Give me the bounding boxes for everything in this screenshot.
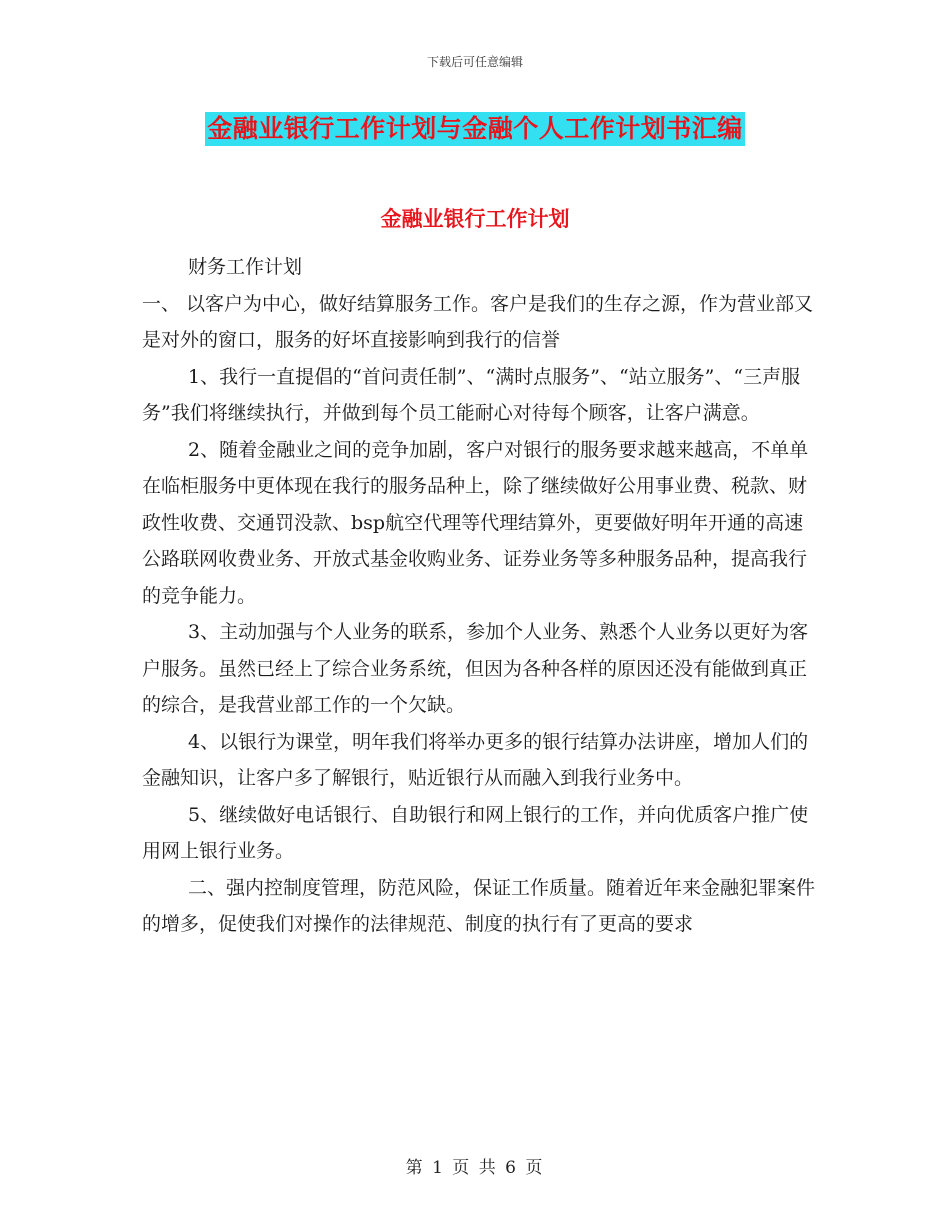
paragraph-7: 二、强内控制度管理，防范风险，保证工作质量。随着近年来金融犯罪案件的增多，促使我们对操作的法律规范、制度的执行有了更高的要求 bbox=[142, 876, 816, 935]
main-title-container bbox=[0, 112, 950, 146]
paragraph-3: 2、随着金融业之间的竞争加剧，客户对银行的服务要求越来越高，不单单在临柜服务中更体现在我行的服务品种上，除了继续做好公用事业费、税款、财政性收费、交通罚没款、bsp航空代理等代理结算外，更要做好明年开通的高速公路联网收费业务、开放式基金收购业务、证券业务等多种服务品种，提高我行的竞争能力。 bbox=[142, 438, 809, 607]
main-title: 金融业银行工作计划与金融个人工作计划书汇编 bbox=[205, 112, 745, 146]
header-note: 下载后可任意编辑 bbox=[426, 55, 523, 69]
paragraph-5: 4、以银行为课堂，明年我们将举办更多的银行结算办法讲座，增加人们的金融知识，让客户多了解银行，贴近银行从而融入到我行业务中。 bbox=[142, 730, 809, 789]
paragraph-2: 1、我行一直提倡的“首问责任制”、“满时点服务”、“站立服务”、“三声服务”我们将继续执行，并做到每个员工能耐心对待每个顾客，让客户满意。 bbox=[142, 365, 801, 424]
paragraph-4: 3、主动加强与个人业务的联系，参加个人业务、熟悉个人业务以更好为客户服务。虽然已经上了综合业务系统，但因为各种各样的原因还没有能做到真正的综合，是我营业部工作的一个欠缺。 bbox=[142, 621, 809, 716]
paragraph-6: 5、继续做好电话银行、自助银行和网上银行的工作，并向优质客户推广使用网上银行业务。 bbox=[142, 803, 809, 862]
paragraph-1 bbox=[142, 286, 822, 359]
paragraph-1-text: 一、 以客户为中心，做好结算服务工作。客户是我们的生存之源，作为营业部又是对外的窗口，服务的好坏直接影响到我行的信誉 bbox=[142, 292, 814, 351]
section-title: 金融业银行工作计划 bbox=[380, 206, 570, 231]
document-body bbox=[142, 249, 822, 943]
paragraph-finance-plan: 财务工作计划 bbox=[188, 256, 303, 278]
page-number-footer: 第 1 页 共 6 页 bbox=[405, 1158, 545, 1178]
